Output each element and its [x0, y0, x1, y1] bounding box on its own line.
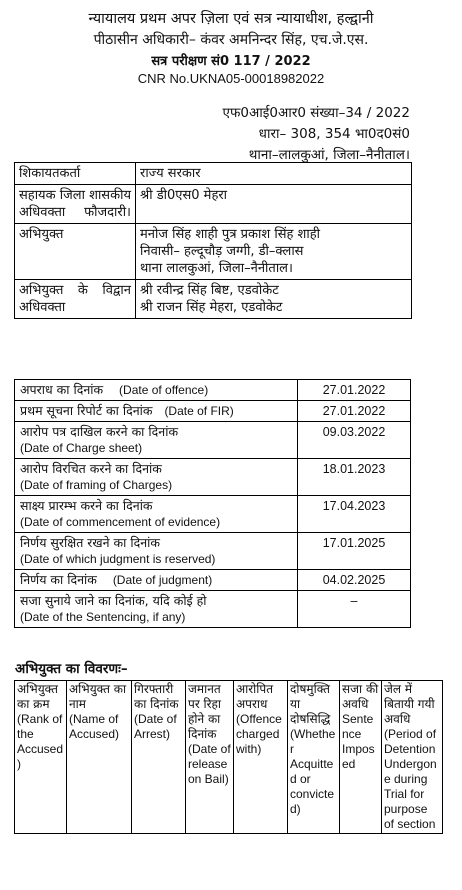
date-value: 27.01.2022: [298, 401, 411, 422]
party-row: [15, 163, 412, 185]
col-header: गिरफ्तारी का दिनांक (Date of Arrest): [132, 681, 186, 834]
party-label: अभियुक्त के विद्वान अधिवक्ता: [15, 280, 136, 319]
date-label-en: (Date of judgment): [112, 573, 213, 587]
col-header: दोषमुक्ति या दोषसिद्धि (Whether Acquitted or convicted): [288, 681, 340, 834]
col-header: सजा की अवधि Sentence Imposed: [340, 681, 382, 834]
col-header: अभियुक्त का नाम (Name of Accused): [67, 681, 132, 834]
party-label: सहायक जिला शासकीय अधिवक्ता फौजदारी।: [15, 185, 136, 224]
presiding-officer: पीठासीन अधिकारी– कंवर अमनिन्दर सिंह, एच.जे.एस.: [93, 32, 369, 48]
date-row: [15, 570, 411, 591]
date-row: [15, 591, 411, 628]
date-value: –: [298, 591, 411, 628]
date-value: 27.01.2022: [298, 380, 411, 401]
col-header: जेल में बितायी गयी अवधि (Period of Detention Undergone during Trial for purpose of section: [382, 681, 443, 834]
party-row: [15, 224, 412, 280]
date-label-hi: निर्णय सुरक्षित रखने का दिनांक: [20, 535, 161, 550]
date-label-en: (Date of which judgment is reserved): [20, 552, 216, 566]
parties-table: [14, 162, 412, 319]
date-label-en: (Date of framing of Charges): [20, 478, 173, 492]
col-header: जमानत पर रिहा होने का दिनांक (Date of release on Bail): [186, 681, 234, 834]
date-label-hi: अपराध का दिनांक: [20, 382, 104, 397]
police-station: थाना–लालकुआं, जिला–नैनीताल।: [248, 147, 410, 163]
date-label-en: (Date of the Sentencing, if any): [20, 610, 186, 624]
accused-details-title: अभियुक्त का विवरणः–: [15, 661, 128, 677]
party-row: [15, 280, 412, 319]
dates-table: [14, 379, 411, 628]
date-label-hi: साक्ष्य प्रारम्भ करने का दिनांक: [20, 498, 153, 513]
date-row: [15, 380, 411, 401]
date-row: [15, 401, 411, 422]
party-value: मनोज सिंह शाही पुत्र प्रकाश सिंह शाही निवासी– हल्दूचौड़ जग्गी, डी–क्लास थाना लालकुआं, जिला–नैनीताल।: [136, 224, 412, 280]
trial-number: सत्र परीक्षण सं0 117 / 2022: [151, 54, 311, 69]
party-label: शिकायतकर्ता: [15, 163, 136, 185]
date-label-en: (Date of FIR): [164, 404, 234, 418]
date-value: 09.03.2022: [298, 422, 411, 459]
date-row: [15, 459, 411, 496]
date-label-en: (Date of Charge sheet): [20, 441, 143, 455]
col-header: अभियुक्त का क्रम (Rank of the Accused): [15, 681, 67, 834]
date-value: 04.02.2025: [298, 570, 411, 591]
court-name: न्यायालय प्रथम अपर ज़िला एवं सत्र न्यायाधीश, हल्द्वानी: [88, 11, 374, 27]
date-value: 17.04.2023: [298, 496, 411, 533]
date-label-hi: आरोप विरचित करने का दिनांक: [20, 461, 162, 476]
date-label-hi: निर्णय का दिनांक: [20, 572, 97, 587]
party-value: श्री डी0एस0 मेहरा: [136, 185, 412, 224]
sections: धारा– 308, 354 भा0द0सं0: [258, 126, 410, 142]
party-value: श्री रवीन्द्र सिंह बिष्ट, एडवोकेट श्री राजन सिंह मेहरा, एडवोकेट: [136, 280, 412, 319]
date-row: [15, 533, 411, 570]
date-row: [15, 496, 411, 533]
date-label-hi: प्रथम सूचना रिपोर्ट का दिनांक: [20, 403, 153, 418]
date-value: 18.01.2023: [298, 459, 411, 496]
accused-details-table: [14, 680, 443, 834]
date-label-hi: सजा सुनाये जाने का दिनांक, यदि कोई हो: [20, 593, 207, 608]
date-label-en: (Date of commencement of evidence): [20, 515, 221, 529]
date-row: [15, 422, 411, 459]
accused-header-row: [15, 681, 443, 834]
date-value: 17.01.2025: [298, 533, 411, 570]
fir-number: एफ0आई0आर0 संख्या–34 / 2022: [222, 105, 410, 121]
party-row: [15, 185, 412, 224]
party-value: राज्य सरकार: [136, 163, 412, 185]
date-label-en: (Date of offence): [119, 383, 209, 397]
cnr-number: CNR No.UKNA05-00018982022: [137, 71, 325, 86]
date-label-hi: आरोप पत्र दाखिल करने का दिनांक: [20, 424, 179, 439]
party-label: अभियुक्त: [15, 224, 136, 280]
col-header: आरोपित अपराध (Offence charged with): [234, 681, 288, 834]
